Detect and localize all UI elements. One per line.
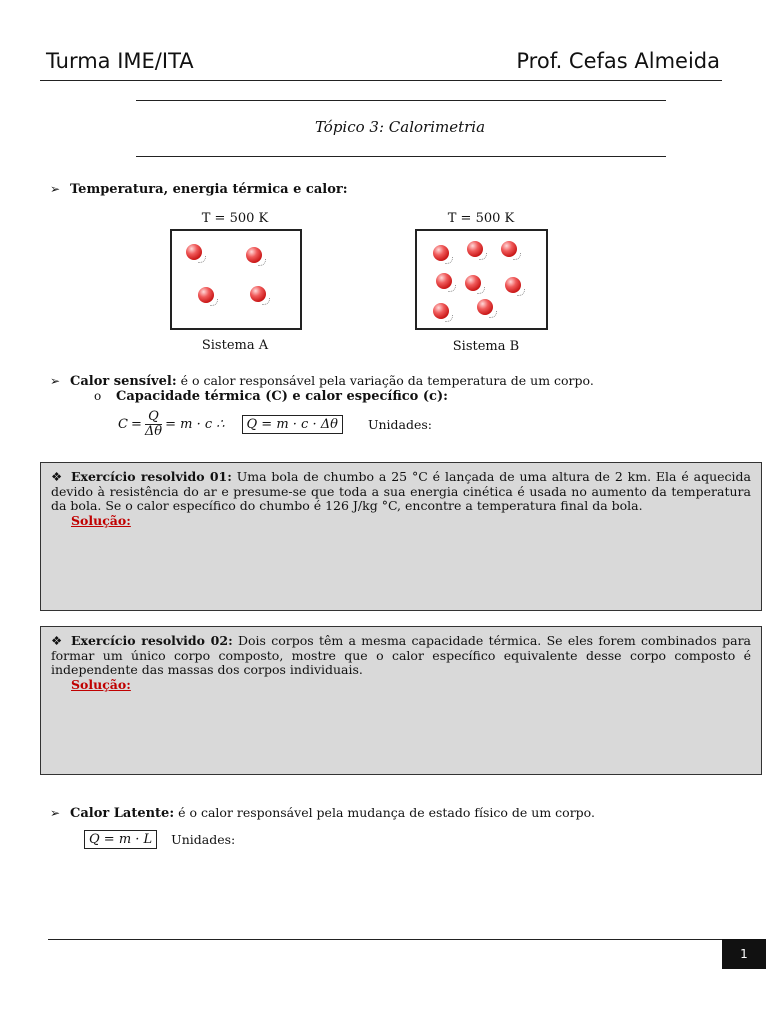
exercise-2-text: Dois corpos têm a mesma capacidade térmica. Se eles forem combinados para formar um único corpo composto, mostre que o calor específico equivalente desse corpo composto é independente das massas dos corpos individuais. — [51, 633, 751, 678]
latent-units-label: Unidades: — [171, 832, 236, 847]
subsection-capacidade — [94, 389, 448, 404]
calor-sensivel-title: Calor sensível: — [70, 374, 177, 389]
sub-bullet-marker: o — [94, 389, 102, 403]
particle — [501, 241, 517, 257]
topic-title: Tópico 3: Calorimetria — [314, 118, 486, 136]
formula-eq: = — [130, 416, 142, 432]
particle — [436, 273, 452, 289]
formula-denominator: Δθ — [144, 423, 163, 439]
exercise-1-title: Exercício resolvido 01: — [71, 469, 232, 484]
exercise-2-title: Exercício resolvido 02: — [71, 633, 233, 648]
section-temperatura — [50, 182, 348, 197]
system-b-temperature: T = 500 K — [447, 211, 515, 226]
particle — [505, 277, 521, 293]
system-a-caption: Sistema A — [201, 338, 269, 353]
particle — [186, 244, 202, 260]
arrow-bullet-icon: ➢ — [50, 806, 61, 820]
formula-fraction — [145, 410, 162, 439]
exercise-2-solution-label: Solução: — [71, 676, 131, 692]
formula-numerator: Q — [145, 410, 162, 425]
particle — [467, 241, 483, 257]
particle — [465, 275, 481, 291]
exercise-2-box — [40, 626, 762, 775]
formula-rest: = m · c ∴ — [165, 416, 225, 432]
particle — [477, 299, 493, 315]
capacidade-title: Capacidade térmica (C) e calor específico (c): — [116, 389, 448, 404]
formula-capacidade — [118, 408, 432, 440]
particle — [198, 287, 214, 303]
header-teacher: Prof. Cefas Almeida — [516, 49, 720, 73]
exercise-1-box — [40, 462, 762, 611]
arrow-bullet-icon: ➢ — [50, 374, 61, 388]
header-course: Turma IME/ITA — [46, 49, 194, 73]
exercise-1-solution-label: Solução: — [71, 512, 131, 528]
diamond-bullet-icon: ❖ — [51, 633, 63, 648]
section-calor-sensivel — [50, 373, 740, 389]
section-calor-latente — [50, 805, 740, 821]
formula-latente — [84, 830, 235, 849]
footer-divider — [48, 939, 722, 940]
calor-latente-title: Calor Latente: — [70, 806, 175, 821]
exercise-1-text: Uma bola de chumbo a 25 °C é lançada de uma altura de 2 km. Ela é aquecida devido à resistência do ar e presume-se que toda a sua energia cinética é usada no aumento da temperatura da bola. Se o calor específico do chumbo é 126 J/kg °C, encontre a temperatura final da bola. — [51, 469, 751, 514]
system-b-box — [415, 229, 548, 330]
page-number: 1 — [722, 939, 766, 969]
formula-boxed-heat: Q = m · c · Δθ — [242, 415, 343, 434]
system-a-temperature: T = 500 K — [201, 211, 269, 226]
particle — [250, 286, 266, 302]
arrow-bullet-icon: ➢ — [50, 182, 61, 196]
diamond-bullet-icon: ❖ — [51, 469, 63, 484]
system-b-caption: Sistema B — [452, 339, 520, 354]
particle — [433, 303, 449, 319]
particle — [246, 247, 262, 263]
calor-sensivel-text: é o calor responsável pela variação da temperatura de um corpo. — [176, 373, 594, 388]
calor-latente-text: é o calor responsável pela mudança de estado físico de um corpo. — [174, 805, 595, 820]
particle — [433, 245, 449, 261]
topic-rule-bottom — [136, 156, 666, 157]
system-a-box — [170, 229, 302, 330]
formula-boxed-latent: Q = m · L — [84, 830, 157, 849]
units-label: Unidades: — [367, 416, 433, 432]
topic-rule-top — [136, 100, 666, 101]
header-divider — [40, 80, 722, 81]
formula-c: C — [118, 416, 128, 432]
section-temperatura-title: Temperatura, energia térmica e calor: — [70, 182, 348, 197]
